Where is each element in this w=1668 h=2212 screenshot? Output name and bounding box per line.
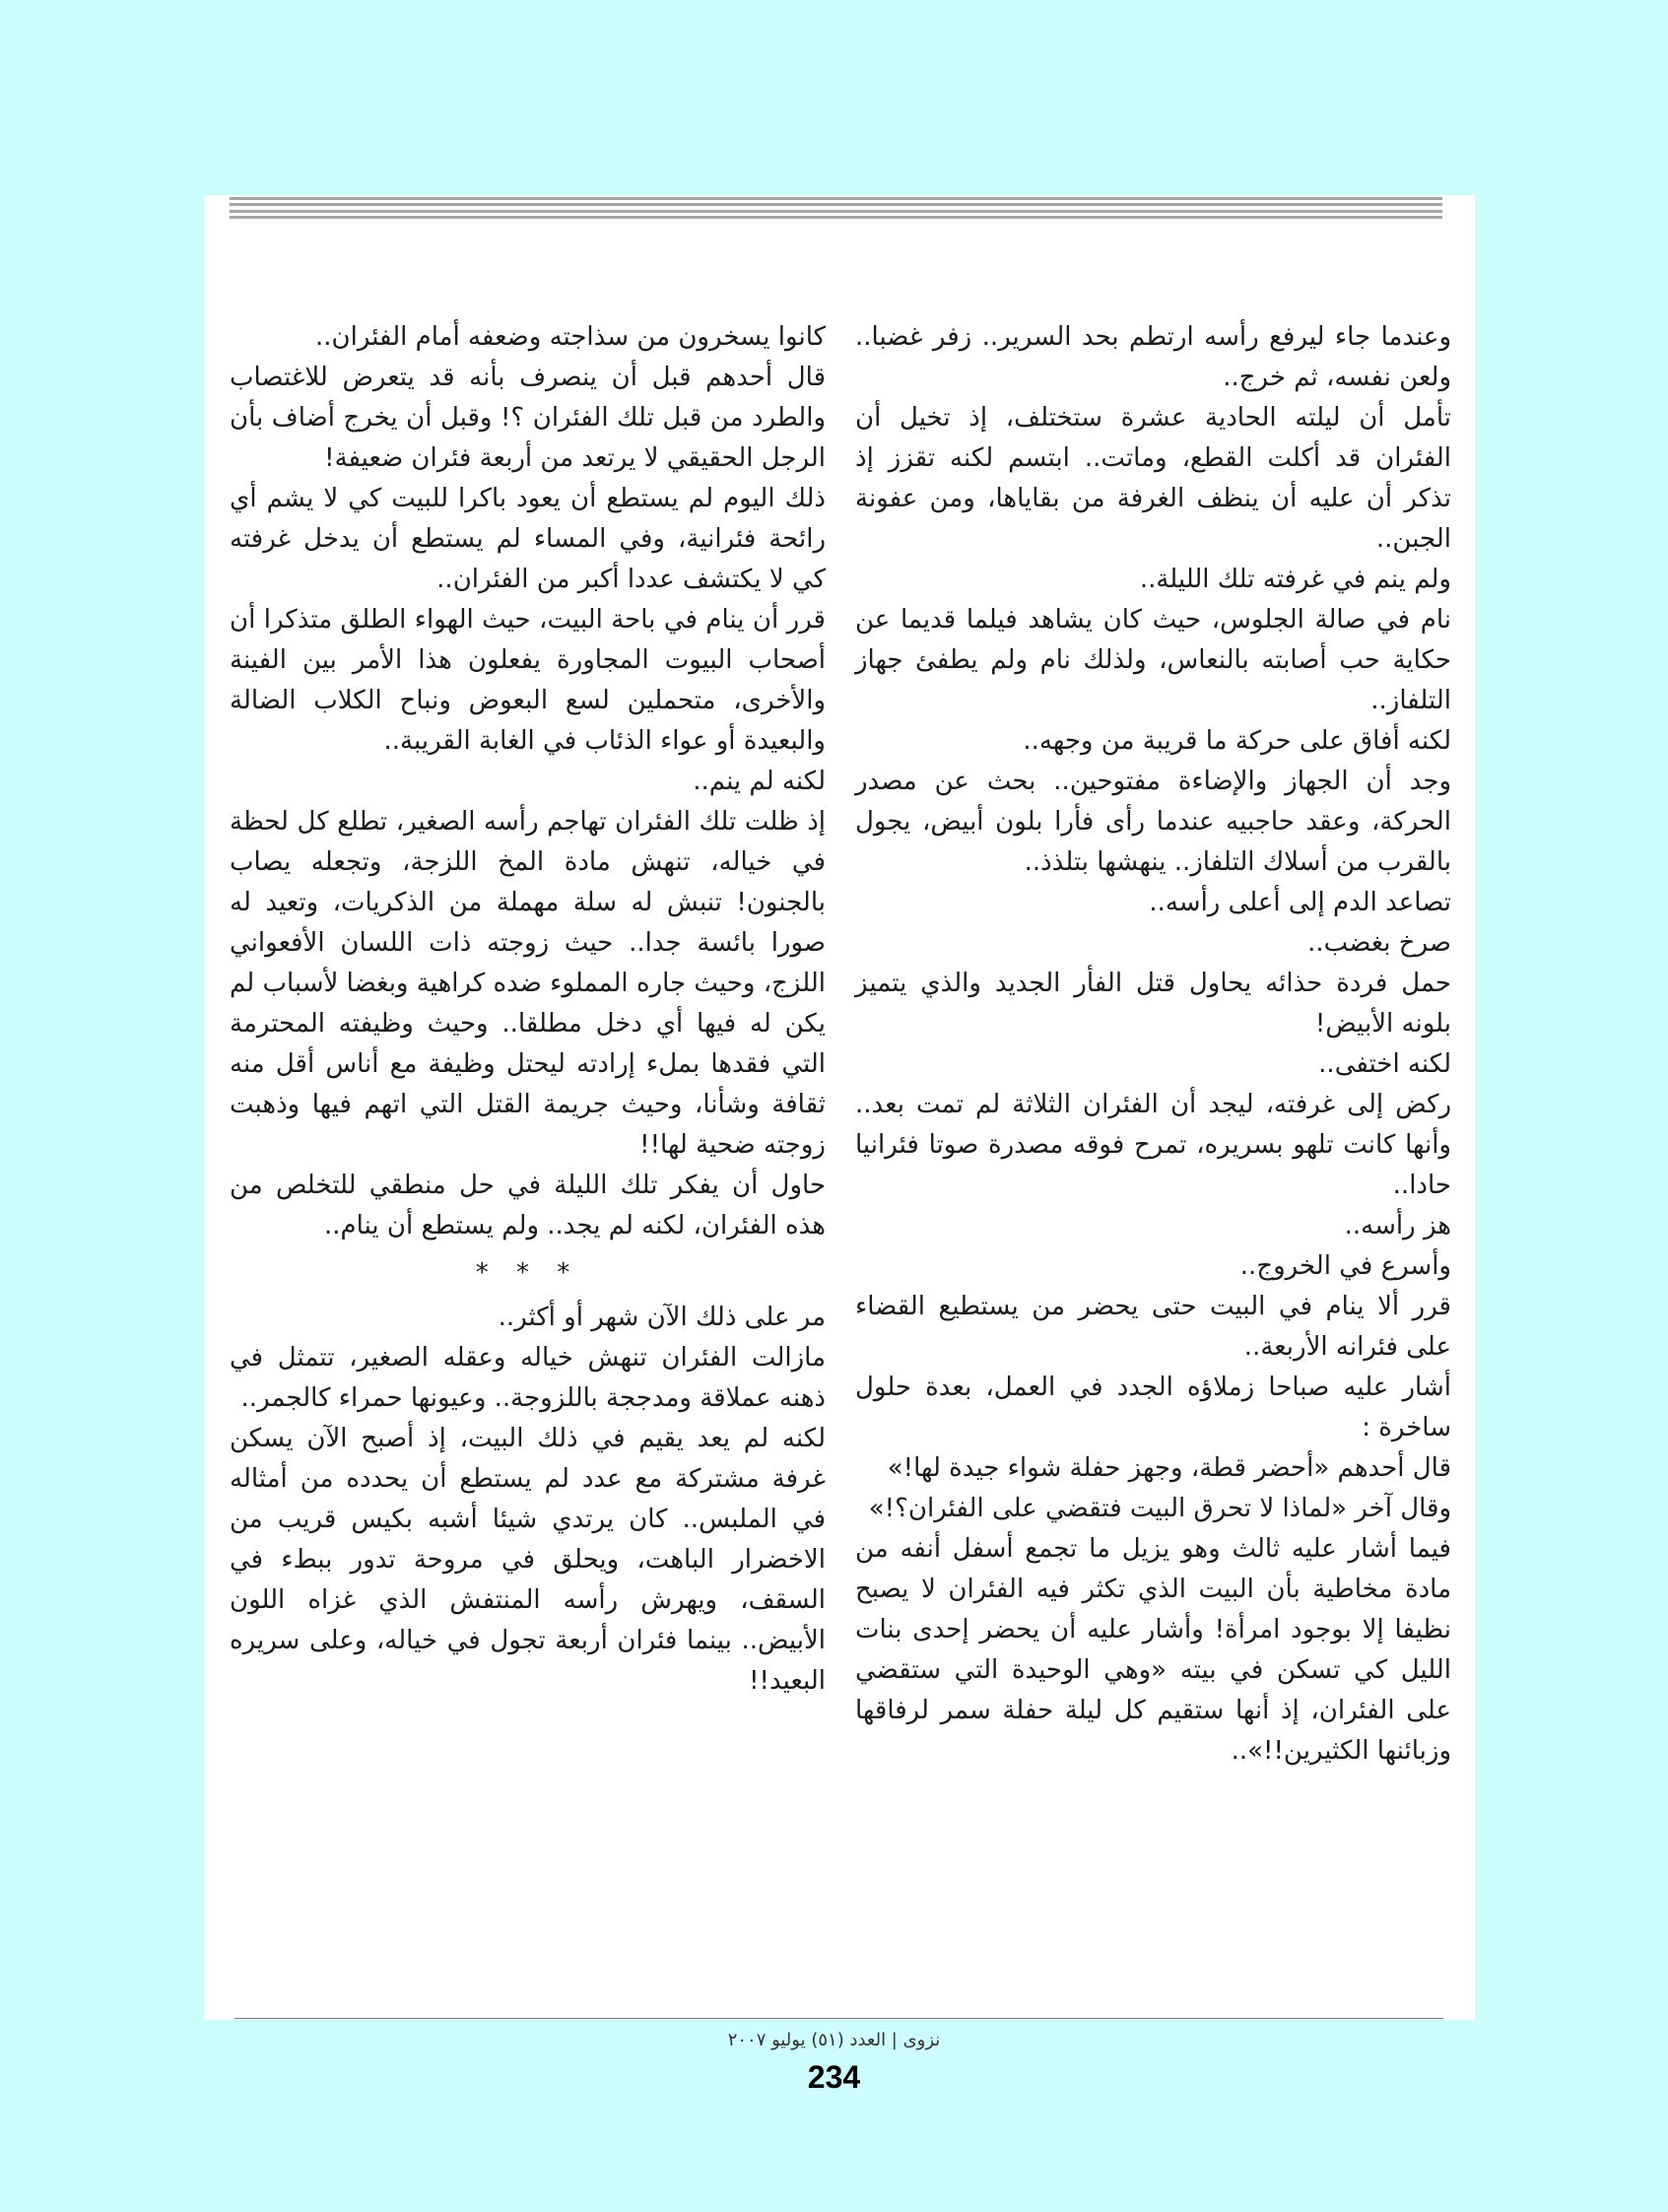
paragraph: كانوا يسخرون من سذاجته وضعفه أمام الفئران.. bbox=[315, 322, 826, 352]
header-rule bbox=[230, 210, 1442, 213]
section-separator: * * * bbox=[475, 1258, 580, 1288]
paragraph: لكنه لم ينم.. bbox=[693, 767, 826, 796]
page-number: 234 bbox=[807, 2059, 861, 2095]
paragraph: لكنه اختفى.. bbox=[1318, 1049, 1451, 1079]
paragraph: وعندما جاء ليرفع رأسه ارتطم بحد السرير.. زفر غضبا.. ولعن نفسه، ثم خرج.. bbox=[855, 322, 1451, 392]
paragraph: تصاعد الدم إلى أعلى رأسه.. bbox=[1149, 888, 1451, 917]
paragraph: ركض إلى غرفته، ليجد أن الفئران الثلاثة لم تمت بعد.. وأنها كانت تلهو بسريره، تمرح فوقه مصدرة صوتا فئرانيا حادا.. bbox=[855, 1090, 1451, 1200]
paragraph: لكنه لم يعد يقيم في ذلك البيت، إذ أصبح الآن يسكن غرفة مشتركة مع عدد لم يستطع أن يحدده من أمثاله في الملبس.. كان يرتدي شيئا أشبه بكيس قريب من الاخضرار الباهت، ويحلق في مروحة تدور ببطء في السقف، ويهرش رأسه المنتفش الذي غزاه اللون الأبيض.. بينما فئران أربعة تجول في خياله، وعلى سريره البعيد!! bbox=[230, 1424, 826, 1696]
paragraph: فيما أشار عليه ثالث وهو يزيل ما تجمع أسفل أنفه من مادة مخاطية بأن البيت الذي تكثر فيه الفئران لا يصبح نظيفا إلا بوجود امرأة! وأشار عليه أن يحضر إحدى بنات الليل كي تسكن في بيته «وهي الوحيدة التي ستقضي على الفئران، إذ أنها ستقيم كل ليلة حفلة سمر لرفاقها وزبائنها الكثيرين!!».. bbox=[855, 1534, 1451, 1766]
paragraph: ولم ينم في غرفته تلك الليلة.. bbox=[1139, 565, 1451, 594]
paragraph: هز رأسه.. bbox=[1344, 1211, 1451, 1240]
paragraph: إذ ظلت تلك الفئران تهاجم رأسه الصغير، تطلع كل لحظة في خياله، تنهش مادة المخ اللزجة، وتجعله يصاب بالجنون! تنبش له سلة مهملة من الذكريات، وتعيد له صورا بائسة جدا.. حيث زوجته ذات اللسان الأفعواني اللزج، وحيث جاره المملوء ضده كراهية وبغضا لأسباب لم يكن له فيها أي دخل مطلقا.. وحيث وظيفته المحترمة التي فقدها بملء إرادته ليحتل وظيفة مع أناس أقل منه ثقافة وشأنا، وحيث جريمة القتل التي اتهم فيها وذهبت زوجته ضحية لها!! bbox=[230, 807, 826, 1160]
paragraph: مازالت الفئران تنهش خياله وعقله الصغير، تتمثل في ذهنه عملاقة ومدججة باللزوجة.. وعيونها حمراء كالجمر.. bbox=[230, 1343, 826, 1413]
paragraph: قال أحدهم «أحضر قطة، وجهز حفلة شواء جيدة لها!» bbox=[887, 1453, 1451, 1483]
paragraph: مر على ذلك الآن شهر أو أكثر.. bbox=[498, 1303, 826, 1332]
paragraph: صرخ بغضب.. bbox=[1307, 928, 1451, 958]
paragraph: تأمل أن ليلته الحادية عشرة ستختلف، إذ تخيل أن الفئران قد أكلت القطع، وماتت.. ابتسم لكنه تقزز إذ تذكر أن عليه أن ينظف الغرفة من بقاياها، ومن عفونة الجبن.. bbox=[855, 403, 1451, 554]
paragraph: نام في صالة الجلوس، حيث كان يشاهد فيلما قديما عن حكاية حب أصابته بالنعاس، ولذلك نام ولم يطفئ جهاز التلفاز.. bbox=[855, 605, 1451, 715]
paragraph: ذلك اليوم لم يستطع أن يعود باكرا للبيت كي لا يشم أي رائحة فئرانية، وفي المساء لم يستطع أن يدخل غرفته كي لا يكتشف عددا أكبر من الفئران.. bbox=[230, 484, 826, 594]
header-rule bbox=[230, 203, 1442, 206]
paragraph: وجد أن الجهاز والإضاءة مفتوحين.. بحث عن مصدر الحركة، وعقد حاجبيه عندما رأى فأرا بلون أبيض، يجول بالقرب من أسلاك التلفاز.. ينهشها بتلذذ.. bbox=[855, 767, 1451, 877]
paragraph: حمل فردة حذائه يحاول قتل الفأر الجديد والذي يتميز بلونه الأبيض! bbox=[855, 969, 1451, 1039]
footer-rule bbox=[234, 2018, 1443, 2019]
paragraph: قرر أن ينام في باحة البيت، حيث الهواء الطلق متذكرا أن أصحاب البيوت المجاورة يفعلون هذا الأمر بين الفينة والأخرى، متحملين لسع البعوض ونباح الكلاب الضالة والبعيدة أو عواء الذئاب في الغابة القريبة.. bbox=[230, 605, 826, 756]
header-rule bbox=[230, 216, 1442, 219]
article-column-left bbox=[230, 317, 826, 1702]
paragraph: وقال آخر «لماذا لا تحرق البيت فتقضي على الفئران؟!» bbox=[868, 1494, 1451, 1523]
header-rule bbox=[230, 197, 1442, 200]
article-column-right bbox=[855, 317, 1451, 1772]
paragraph: لكنه أفاق على حركة ما قريبة من وجهه.. bbox=[1023, 726, 1451, 756]
paragraph: حاول أن يفكر تلك الليلة في حل منطقي للتخلص من هذه الفئران، لكنه لم يجد.. ولم يستطع أن ينام.. bbox=[230, 1171, 826, 1240]
paragraph: قرر ألا ينام في البيت حتى يحضر من يستطيع القضاء على فئرانه الأربعة.. bbox=[855, 1292, 1451, 1362]
issue-info: نزوى | العدد (٥١) يوليو ٢٠٠٧ bbox=[727, 2030, 941, 2050]
header-rules bbox=[230, 197, 1442, 219]
paragraph: أشار عليه صباحا زملاؤه الجدد في العمل، بعدة حلول ساخرة : bbox=[855, 1373, 1451, 1442]
paragraph: وأسرع في الخروج.. bbox=[1239, 1251, 1451, 1281]
paragraph: قال أحدهم قبل أن ينصرف بأنه قد يتعرض للاغتصاب والطرد من قبل تلك الفئران ؟! وقبل أن يخرج أضاف بأن الرجل الحقيقي لا يرتعد من أربعة فئران ضعيفة! bbox=[230, 363, 826, 473]
